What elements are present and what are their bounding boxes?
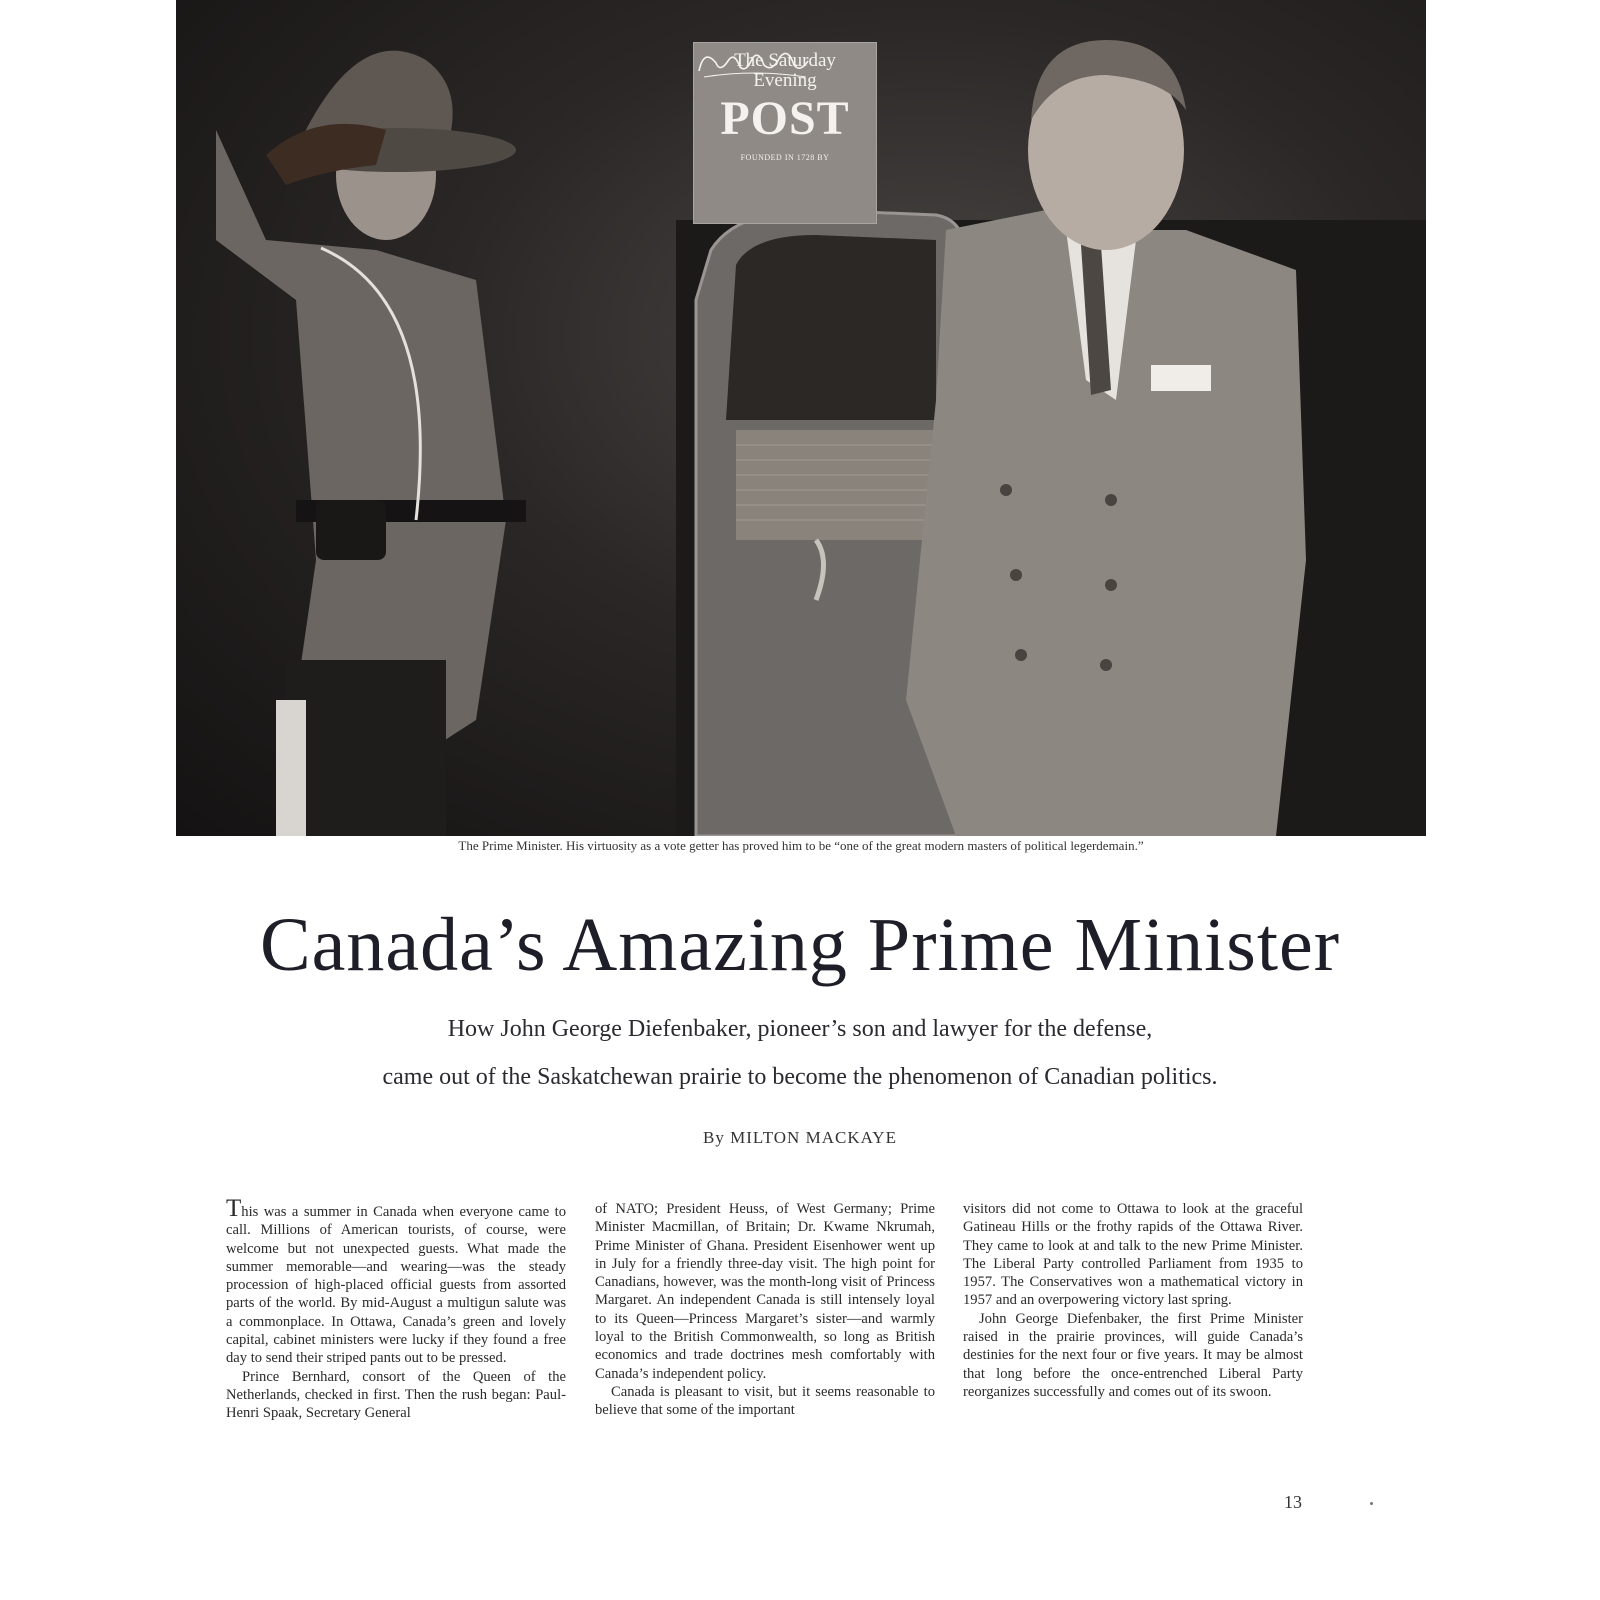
print-speck (1370, 1502, 1373, 1505)
pocket-square (1151, 365, 1211, 391)
logo-founded: FOUNDED IN 1728 BY (740, 153, 830, 162)
car-window (726, 235, 936, 420)
mountie-stripe (276, 700, 306, 836)
article-subhead-line-2: came out of the Saskatchewan prairie to become the phenomenon of Canadian politics. (382, 1064, 1218, 1090)
column-1-paragraph-1 (226, 1195, 566, 1368)
column-1-paragraph-1-text: his was a summer in Canada when everyone came to call. Millions of American tourists, of course, were welcome but not unexpected guests. What made the summer memorable—and wearing—was the steady procession of high-placed official guests from assorted parts of the world. By mid-August a multigun salute was a commonplace. In Ottawa, Canada’s green and lovely capital, cabinet ministers were lucky if they found a free day to send their striped pants out to be pressed. (226, 1204, 566, 1367)
article-byline: By MILTON MACKAYE (703, 1128, 897, 1147)
column-2-paragraph-2: Canada is pleasant to visit, but it seems reasonable to believe that some of the important (595, 1383, 935, 1419)
article-headline: Canada’s Amazing Prime Minister (259, 903, 1341, 987)
saturday-evening-post-logo (693, 42, 877, 224)
column-2-paragraph-1: of NATO; President Heuss, of West Germany; Prime Minister Macmillan, of Britain; Dr. Kwame Nkrumah, Prime Minister of Ghana. President Eisenhower went up in July for a friendly three-day visit. The high point for Canadians, however, was the month-long visit of Princess Margaret. An independent Canada is still intensely loyal to its Queen—Princess Margaret’s sister—and warmly loyal to the British Commonwealth, so long as British economics and trade doctrines mesh comfortably with Canada’s independent policy. (595, 1201, 935, 1382)
logo-line-2: Evening (753, 70, 817, 91)
article-column-2 (595, 1200, 935, 1420)
column-3-paragraph-1: visitors did not come to Ottawa to look at the graceful Gatineau Hills or the frothy rapids of the Ottawa River. They came to look at and talk to the new Prime Minister. The Liberal Party controlled Parliament from 1935 to 1957. The Conservatives won a mathematical victory in 1957 and an overpowering victory last spring. (963, 1201, 1303, 1309)
article-column-1 (226, 1195, 566, 1423)
column-3-paragraph-2: John George Diefenbaker, the first Prime Minister raised in the prairie provinces, will guide Canada’s destinies for the next four or five years. It may be almost that long before the once-entrenched Liberal Party reorganizes successfully and comes out of its swoon. (963, 1310, 1303, 1400)
article-column-3 (963, 1200, 1303, 1401)
cover-photo (176, 0, 1426, 836)
photo-caption: The Prime Minister. His virtuosity as a vote getter has proved him to be “one of the great modern masters of political legerdemain.” (458, 838, 1144, 853)
door-panel (736, 430, 936, 540)
mountie-holster (316, 500, 386, 560)
logo-line-1: The Saturday (734, 50, 836, 71)
column-1-paragraph-2: Prince Bernhard, consort of the Queen of the Netherlands, checked in first. Then the rush began: Paul-Henri Spaak, Secretary General (226, 1368, 566, 1422)
drop-cap: T (226, 1195, 242, 1222)
page-number: 13 (1284, 1492, 1302, 1512)
mountie-breeches (286, 660, 446, 836)
franklin-signature-icon (694, 43, 814, 83)
article-subhead-line-1: How John George Diefenbaker, pioneer’s son and lawyer for the defense, (447, 1016, 1153, 1042)
logo-title: POST (720, 92, 850, 145)
